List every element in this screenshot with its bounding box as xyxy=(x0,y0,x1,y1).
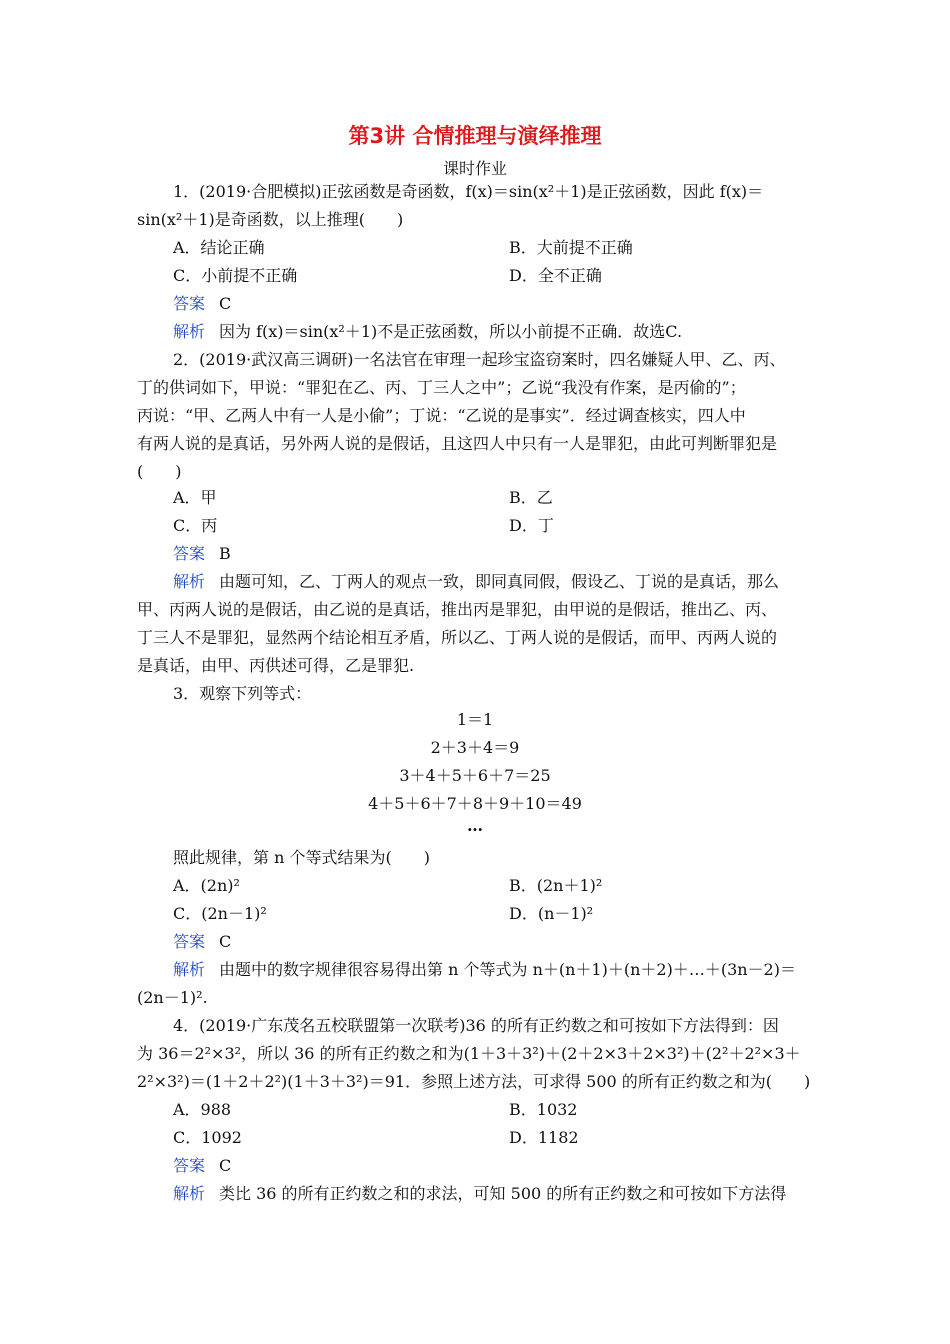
q2-analysis xyxy=(173,572,779,592)
q4-stem-line2: 为 36＝2²×3²，所以 36 的所有正约数之和为(1＋3＋3²)＋(2＋2×3＋2×3²)＋(2²＋2²×3＋ xyxy=(137,1044,801,1063)
q4-option-d: D．1182 xyxy=(509,1128,579,1147)
q1-analysis xyxy=(173,322,682,342)
answer-label: 答案 xyxy=(173,544,206,563)
q3-equation-4: 4＋5＋6＋7＋8＋9＋10＝49 xyxy=(368,794,582,813)
q4-answer xyxy=(173,1156,231,1176)
q3-option-a: A．(2n)² xyxy=(173,876,240,895)
q4-answer-value: C xyxy=(219,1156,232,1175)
q3-analysis-line2: (2n－1)². xyxy=(137,988,208,1007)
analysis-label: 解析 xyxy=(173,1184,206,1203)
analysis-label: 解析 xyxy=(173,572,206,591)
q1-stem-line1: 1．(2019·合肥模拟)正弦函数是奇函数，f(x)＝sin(x²＋1)是正弦函数，因此 f(x)＝ xyxy=(173,182,764,201)
q2-option-d: D．丁 xyxy=(509,516,554,535)
q2-analysis-line2: 甲、丙两人说的是假话，由乙说的是真话，推出丙是罪犯，由甲说的是假话，推出乙、丙、 xyxy=(137,600,778,619)
q1-analysis-text: 因为 f(x)＝sin(x²＋1)不是正弦函数，所以小前提不正确．故选C. xyxy=(219,322,683,341)
q3-equation-ellipsis: … xyxy=(467,816,483,835)
q3-answer-value: C xyxy=(219,932,232,951)
q4-option-a: A．988 xyxy=(173,1100,232,1119)
page-title: 第3讲 合情推理与演绎推理 xyxy=(348,124,602,148)
analysis-label: 解析 xyxy=(173,960,206,979)
q3-answer xyxy=(173,932,231,952)
q1-option-b: B．大前提不正确 xyxy=(509,238,633,257)
answer-label: 答案 xyxy=(173,294,206,313)
q1-answer-value: C xyxy=(219,294,232,313)
q2-stem-line5: ( ) xyxy=(137,462,182,481)
q1-answer xyxy=(173,294,231,314)
q3-analysis-line1: 由题中的数字规律很容易得出第 n 个等式为 n＋(n＋1)＋(n＋2)＋…＋(3n－2)＝ xyxy=(219,960,796,979)
q3-equation-2: 2＋3＋4＝9 xyxy=(430,738,520,757)
q4-stem-line1: 4．(2019·广东茂名五校联盟第一次联考)36 的所有正约数之和可按如下方法得到：因 xyxy=(173,1016,779,1035)
q3-equation-3: 3＋4＋5＋6＋7＝25 xyxy=(399,766,551,785)
q2-option-b: B．乙 xyxy=(509,488,553,507)
analysis-label: 解析 xyxy=(173,322,206,341)
q4-stem-line3: 2²×3²)＝(1＋2＋2²)(1＋3＋3²)＝91．参照上述方法，可求得 500 的所有正约数之和为( ) xyxy=(137,1072,811,1091)
q2-analysis-line4: 是真话，由甲、丙供述可得，乙是罪犯. xyxy=(137,656,415,675)
q2-stem-line2: 丁的供词如下，甲说：“罪犯在乙、丙、丁三人之中”；乙说“我没有作案，是丙偷的”； xyxy=(137,378,746,397)
answer-label: 答案 xyxy=(173,1156,206,1175)
q1-option-a: A．结论正确 xyxy=(173,238,265,257)
q2-stem-line4: 有两人说的是真话，另外两人说的是假话，且这四人中只有一人是罪犯，由此可判断罪犯是 xyxy=(137,434,778,453)
q3-option-b: B．(2n＋1)² xyxy=(509,876,603,895)
q2-analysis-line3: 丁三人不是罪犯，显然两个结论相互矛盾，所以乙、丁两人说的是假话，而甲、丙两人说的 xyxy=(137,628,778,647)
q3-option-c: C．(2n－1)² xyxy=(173,904,267,923)
q3-analysis xyxy=(173,960,796,980)
q3-stem-line2: 照此规律，第 n 个等式结果为( ) xyxy=(173,848,430,867)
q2-option-c: C．丙 xyxy=(173,516,218,535)
page-subtitle: 课时作业 xyxy=(442,159,507,178)
q3-option-d: D．(n－1)² xyxy=(509,904,594,923)
q1-option-d: D．全不正确 xyxy=(509,266,602,285)
q4-option-c: C．1092 xyxy=(173,1128,242,1147)
q1-stem-line2: sin(x²＋1)是奇函数，以上推理( ) xyxy=(137,210,404,229)
answer-label: 答案 xyxy=(173,932,206,951)
q3-equation-1: 1＝1 xyxy=(456,710,494,729)
q4-analysis-line1: 类比 36 的所有正约数之和的求法，可知 500 的所有正约数之和可按如下方法得 xyxy=(219,1184,787,1203)
q2-option-a: A．甲 xyxy=(173,488,217,507)
q2-answer-value: B xyxy=(219,544,231,563)
q4-option-b: B．1032 xyxy=(509,1100,578,1119)
q3-stem-line1: 3．观察下列等式： xyxy=(173,684,312,703)
q2-answer xyxy=(173,544,231,564)
q2-stem-line3: 丙说：“甲、乙两人中有一人是小偷”；丁说：“乙说的是事实”．经过调查核实，四人中 xyxy=(137,406,746,425)
q1-option-c: C．小前提不正确 xyxy=(173,266,298,285)
q2-stem-line1: 2．(2019·武汉高三调研)一名法官在审理一起珍宝盗窃案时，四名嫌疑人甲、乙、丙、 xyxy=(173,350,786,369)
q4-analysis xyxy=(173,1184,786,1204)
q2-analysis-line1: 由题可知，乙、丁两人的观点一致，即同真同假，假设乙、丁说的是真话，那么 xyxy=(219,572,780,591)
